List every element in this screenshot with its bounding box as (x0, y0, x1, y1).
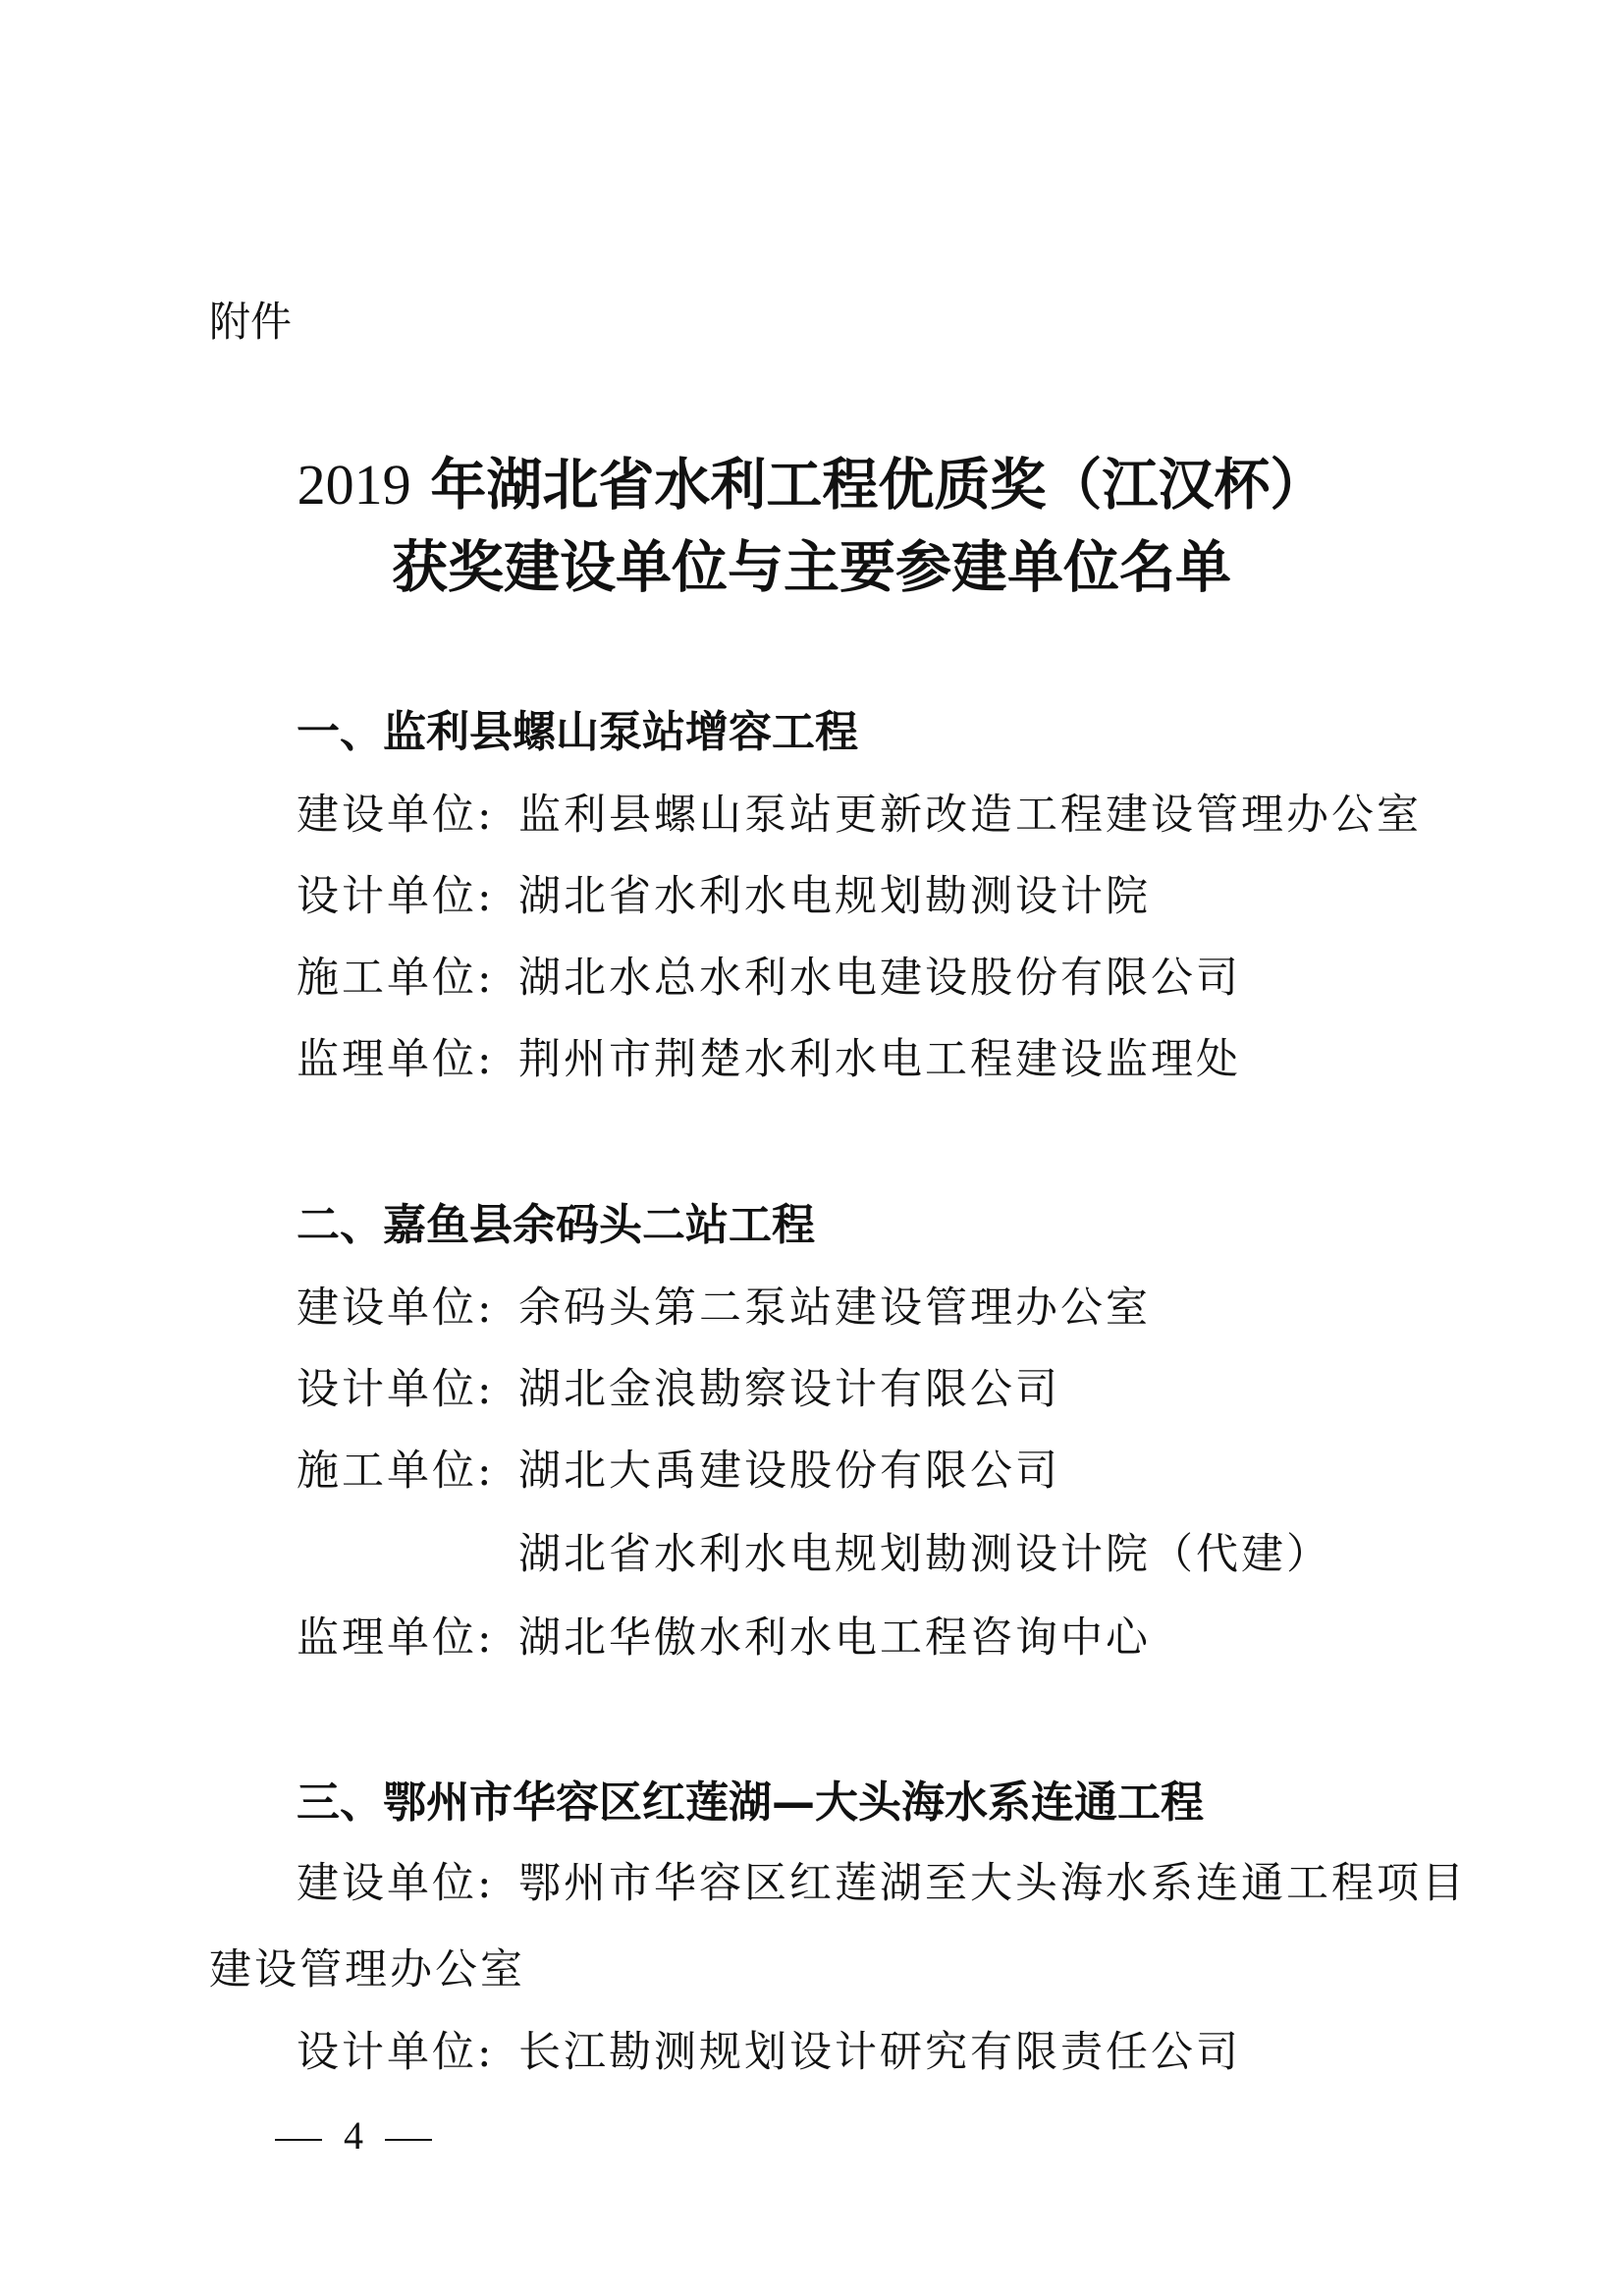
section-2-row-3 (297, 1442, 1060, 1501)
row-label: 监理单位: (297, 1035, 495, 1084)
row-value: 监利县螺山泵站更新改造工程建设管理办公室 (518, 791, 1422, 840)
section-2-heading: 二、嘉鱼县余码头二站工程 (297, 1200, 815, 1250)
row-label: 设计单位: (297, 2028, 495, 2077)
dash-left (275, 2139, 322, 2141)
section-1-heading: 一、监利县螺山泵站增容工程 (297, 707, 858, 757)
section-1-row-2 (297, 867, 1151, 926)
row-label: 设计单位: (297, 1365, 495, 1414)
section-1-row-3 (297, 949, 1241, 1008)
row-value: 湖北省水利水电规划勘测设计院 (518, 872, 1151, 921)
section-3-heading: 三、鄂州市华容区红莲湖—大头海水系连通工程 (297, 1777, 1204, 1828)
page-title-line-1 (0, 448, 1623, 522)
section-2-row-5 (297, 1609, 1151, 1667)
section-1-row-1 (297, 786, 1422, 845)
row-value: 荆州市荆楚水利水电工程建设监理处 (518, 1035, 1241, 1084)
row-label: 建设单位: (297, 1859, 495, 1908)
row-value: 余码头第二泵站建设管理办公室 (518, 1284, 1151, 1333)
section-2-row-4-continuation: 湖北省水利水电规划勘测设计院（代建） (518, 1530, 1331, 1579)
page-number-value: 4 (344, 2113, 363, 2158)
row-label: 建设单位: (297, 791, 495, 840)
row-value: 湖北大禹建设股份有限公司 (518, 1447, 1060, 1496)
section-2-row-1 (297, 1279, 1151, 1338)
attachment-label: 附件 (209, 298, 293, 346)
section-1-row-4 (297, 1030, 1241, 1089)
title-year: 2019 (297, 453, 411, 517)
row-value: 长江勘测规划设计研究有限责任公司 (518, 2028, 1241, 2077)
row-label: 监理单位: (297, 1613, 495, 1663)
row-value: 湖北水总水利水电建设股份有限公司 (518, 954, 1241, 1003)
page-title-line-2: 获奖建设单位与主要参建单位名单 (392, 534, 1231, 600)
row-label: 施工单位: (297, 1447, 495, 1496)
title-line-1-text: 年湖北省水利工程优质奖（江汉杯） (410, 452, 1326, 518)
row-label: 建设单位: (297, 1284, 495, 1333)
section-3-row-1 (297, 1854, 1467, 1913)
dash-right (385, 2139, 432, 2141)
row-value: 湖北金浪勘察设计有限公司 (518, 1365, 1060, 1414)
section-2-row-2 (297, 1360, 1060, 1419)
section-3-row-2 (297, 2023, 1241, 2082)
row-value: 鄂州市华容区红莲湖至大头海水系连通工程项目 (518, 1859, 1467, 1908)
section-3-row-1-wrap: 建设管理办公室 (209, 1945, 525, 1995)
row-label: 施工单位: (297, 954, 495, 1003)
row-value: 湖北华傲水利水电工程咨询中心 (518, 1613, 1151, 1663)
page-number (275, 2111, 432, 2160)
row-label: 设计单位: (297, 872, 495, 921)
